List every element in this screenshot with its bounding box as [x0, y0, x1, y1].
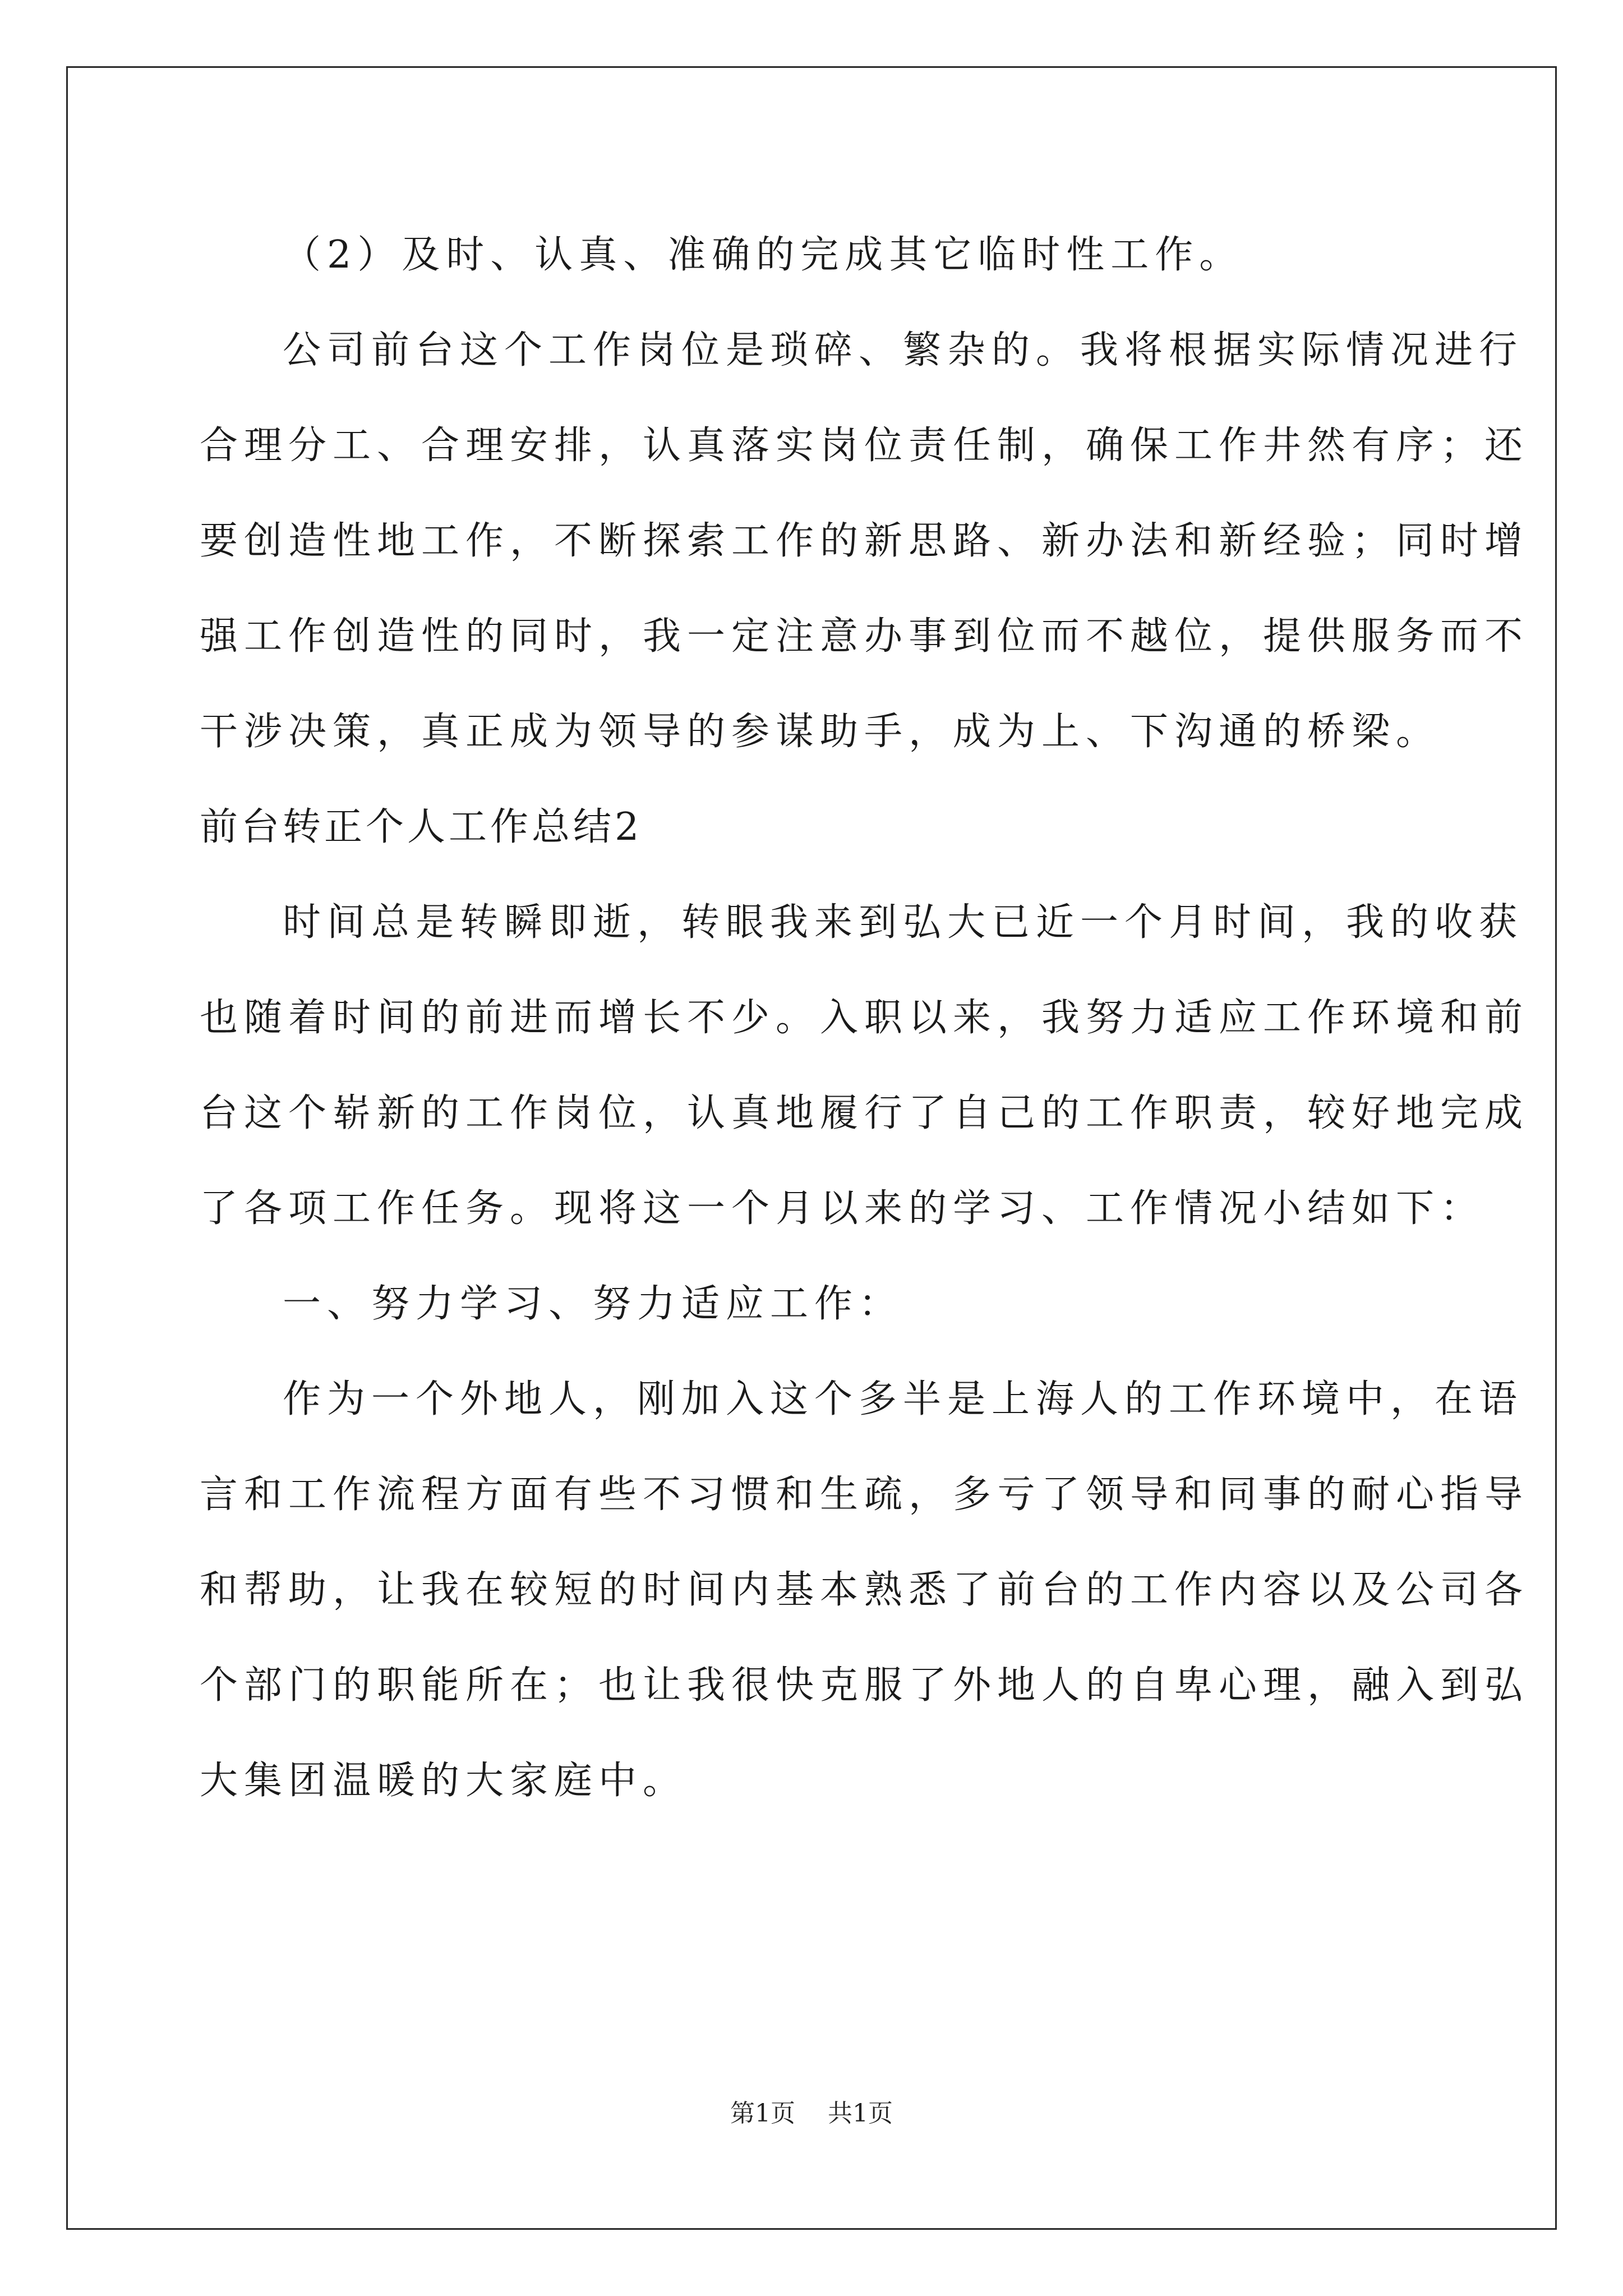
paragraph-line: 和帮助，让我在较短的时间内基本熟悉了前台的工作内容以及公司各: [200, 1568, 1529, 1612]
paragraph-line: 台这个崭新的工作岗位，认真地履行了自己的工作职责，较好地完成: [200, 1091, 1529, 1135]
subheading-line: 一、努力学习、努力适应工作：: [283, 1282, 903, 1326]
page-number: 第1页: [730, 2099, 795, 2128]
paragraph-line: 也随着时间的前进而增长不少。入职以来，我努力适应工作环境和前: [200, 996, 1529, 1040]
paragraph-line: （2）及时、认真、准确的完成其它临时性工作。: [283, 233, 1244, 277]
paragraph-line: 言和工作流程方面有些不习惯和生疏，多亏了领导和同事的耐心指导: [200, 1473, 1529, 1517]
paragraph-line: 要创造性地工作，不断探索工作的新思路、新办法和新经验；同时增: [200, 519, 1529, 563]
paragraph-line: 强工作创造性的同时，我一定注意办事到位而不越位，提供服务而不: [200, 614, 1529, 659]
paragraph-line: 公司前台这个工作岗位是琐碎、繁杂的。我将根据实际情况进行: [283, 328, 1524, 372]
paragraph-line: 大集团温暖的大家庭中。: [200, 1759, 688, 1803]
paragraph-line: 作为一个外地人，刚加入这个多半是上海人的工作环境中，在语: [283, 1377, 1524, 1421]
section-heading: 前台转正个人工作总结2: [200, 805, 643, 849]
page-total: 共1页: [828, 2099, 893, 2128]
paragraph-line: 个部门的职能所在；也让我很快克服了外地人的自卑心理，融入到弘: [200, 1663, 1529, 1708]
paragraph-line: 干涉决策，真正成为领导的参谋助手，成为上、下沟通的桥梁。: [200, 710, 1441, 754]
paragraph-line: 了各项工作任务。现将这一个月以来的学习、工作情况小结如下：: [200, 1186, 1485, 1231]
page-footer: [0, 2097, 1623, 2131]
paragraph-line: 合理分工、合理安排，认真落实岗位责任制，确保工作井然有序；还: [200, 424, 1529, 468]
paragraph-line: 时间总是转瞬即逝，转眼我来到弘大已近一个月时间，我的收获: [283, 900, 1524, 945]
document-body: [200, 208, 1529, 1829]
